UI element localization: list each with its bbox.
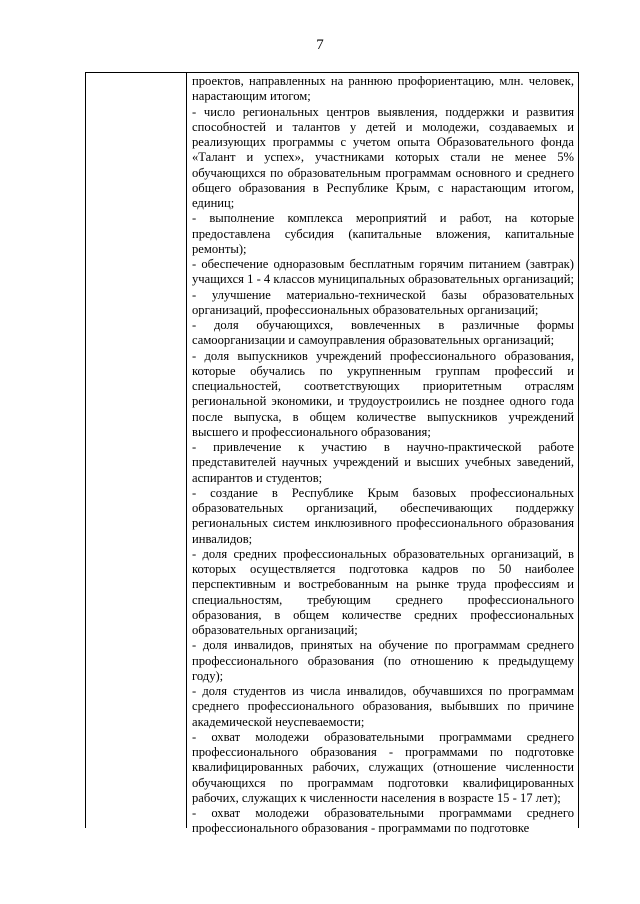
table-right-column: [187, 73, 578, 836]
paragraph: - доля обучающихся, вовлеченных в различные формы самоорганизации и самоуправления образовательных организаций;: [192, 318, 574, 348]
paragraph: - привлечение к участию в научно-практической работе представителей научных учреждений и высших учебных заведений, аспирантов и студентов;: [192, 440, 574, 485]
paragraph: - охват молодежи образовательными программами среднего профессионального образования - программами по подготовке квалифицированных рабочих, служащих (отношение численности обучающихся по программам подготовки квалифицированных рабочих, служащих к численности населения в возрасте 15 - 17 лет);: [192, 729, 574, 805]
paragraph: - обеспечение одноразовым бесплатным горячим питанием (завтрак) учащихся 1 - 4 классов муниципальных образовательных организаций;: [192, 257, 574, 287]
paragraph: проектов, направленных на раннюю профориентацию, млн. человек, нарастающим итогом;: [192, 74, 574, 104]
page-number: 7: [316, 37, 324, 53]
paragraph: - число региональных центров выявления, поддержки и развития способностей и талантов у детей и молодежи, создаваемых и реализующих программы с учетом опыта Образовательного фонда «Талант и успех», участниками которых стали не менее 5% обучающихся по образовательным программам основного и среднего общего образования в Республике Крым, с нарастающим итогом, единиц;: [192, 104, 574, 210]
paragraph: - доля инвалидов, принятых на обучение по программам среднего профессионального образования (по отношению к предыдущему году);: [192, 638, 574, 683]
paragraph: - выполнение комплекса мероприятий и работ, на которые предоставлена субсидия (капитальные вложения, капитальные ремонты);: [192, 211, 574, 256]
paragraph: - создание в Республике Крым базовых профессиональных образовательных организаций, обеспечивающих поддержку региональных систем инклюзивного профессионального образования инвалидов;: [192, 485, 574, 546]
table-left-column: [86, 73, 187, 828]
paragraph: - доля выпускников учреждений профессионального образования, которые обучались по укрупненным группам профессий и специальностей, соответствующих приоритетным отраслям региональной экономики, и трудоустроились не позднее одного года после выпуска, в общем количестве выпускников учреждений высшего и профессионального образования;: [192, 348, 574, 439]
paragraph: - доля средних профессиональных образовательных организаций, в которых осуществляется подготовка кадров по 50 наиболее перспективным и востребованным на рынке труда профессиям и специальностям, требующим среднего профессионального образования, в общем количестве средних профессиональных образовательных организаций;: [192, 546, 574, 637]
paragraph: - улучшение материально-технической базы образовательных организаций, профессиональных образовательных организаций;: [192, 287, 574, 317]
paragraph: - охват молодежи образовательными программами среднего профессионального образования - программами по подготовке: [192, 806, 574, 836]
document-table: [85, 72, 579, 836]
paragraph: - доля студентов из числа инвалидов, обучавшихся по программам среднего профессионального образования, выбывших по причине академической неуспеваемости;: [192, 684, 574, 729]
